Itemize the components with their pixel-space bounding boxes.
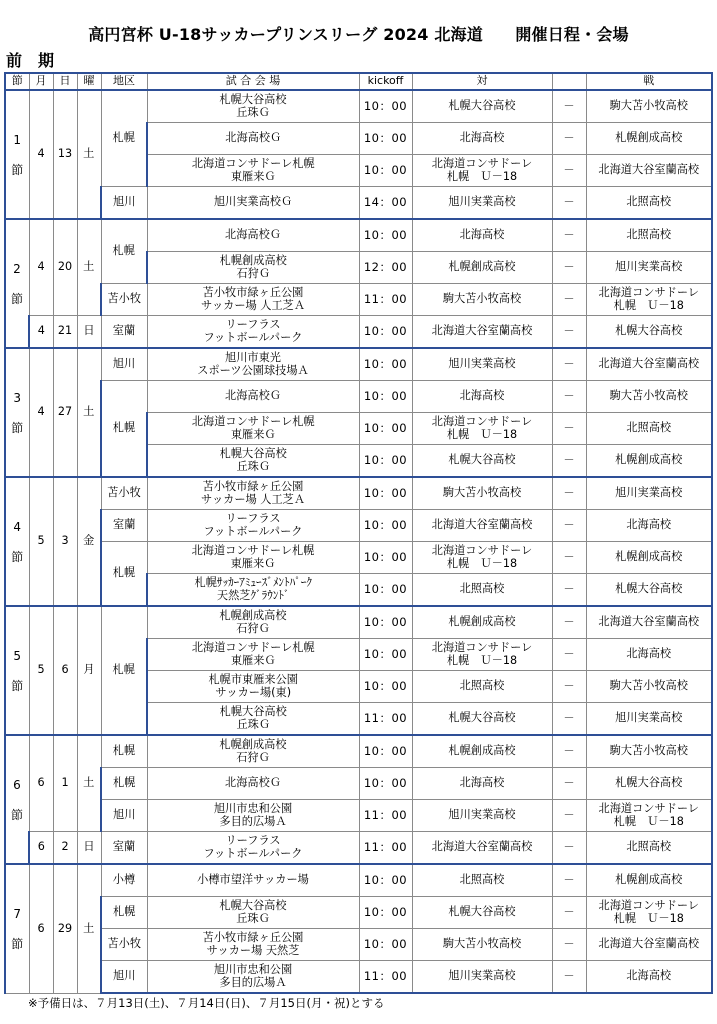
away-team: 札幌大谷高校 — [586, 316, 712, 349]
away-team: 旭川実業高校 — [586, 477, 712, 510]
header-row — [5, 73, 712, 90]
match-row — [5, 316, 712, 349]
vs-mark: － — [552, 864, 586, 897]
header-month: 月 — [29, 73, 53, 90]
away-team: 北海高校 — [586, 961, 712, 994]
vs-mark: － — [552, 445, 586, 478]
kickoff-cell: 10：00 — [359, 348, 412, 381]
home-team: 北海高校 — [412, 381, 552, 413]
area-cell: 札幌 — [101, 219, 147, 284]
home-team: 駒大苫小牧高校 — [412, 929, 552, 961]
away-team: 北照高校 — [586, 219, 712, 252]
home-team: 北海道コンサドーレ 札幌 Ｕ－18 — [412, 413, 552, 445]
vs-mark: － — [552, 671, 586, 703]
kickoff-cell: 10：00 — [359, 477, 412, 510]
home-team: 北海道大谷室蘭高校 — [412, 316, 552, 349]
away-team: 北海道大谷室蘭高校 — [586, 606, 712, 639]
header-section: 節 — [5, 73, 29, 90]
vs-mark: － — [552, 542, 586, 574]
vs-mark: － — [552, 348, 586, 381]
away-team: 札幌創成高校 — [586, 542, 712, 574]
kickoff-cell: 12：00 — [359, 252, 412, 284]
kickoff-cell: 10：00 — [359, 155, 412, 187]
venue-cell: 北海道コンサドーレ札幌 東雁来Ｇ — [147, 639, 359, 671]
kickoff-cell: 10：00 — [359, 897, 412, 929]
kickoff-cell: 10：00 — [359, 735, 412, 768]
area-cell: 札幌 — [101, 381, 147, 478]
vs-mark: － — [552, 316, 586, 349]
month-cell: 4 — [29, 348, 53, 477]
vs-mark: － — [552, 606, 586, 639]
venue-cell: 札幌創成高校 石狩Ｇ — [147, 735, 359, 768]
header-area: 地区 — [101, 73, 147, 90]
section-number: 4 節 — [5, 477, 29, 606]
area-cell: 旭川 — [101, 348, 147, 381]
match-row — [5, 606, 712, 639]
home-team: 札幌大谷高校 — [412, 90, 552, 123]
away-team: 札幌大谷高校 — [586, 768, 712, 800]
header-day: 日 — [53, 73, 77, 90]
kickoff-cell: 14：00 — [359, 187, 412, 220]
venue-cell: 札幌大谷高校 丘珠Ｇ — [147, 90, 359, 123]
section-number: 5 節 — [5, 606, 29, 735]
area-cell: 小樽 — [101, 864, 147, 897]
away-team: 旭川実業高校 — [586, 252, 712, 284]
match-row — [5, 477, 712, 510]
home-team: 札幌大谷高校 — [412, 445, 552, 478]
venue-cell: 札幌大谷高校 丘珠Ｇ — [147, 703, 359, 736]
weekday-cell: 土 — [77, 90, 101, 219]
area-cell: 室蘭 — [101, 316, 147, 349]
home-team: 札幌創成高校 — [412, 606, 552, 639]
area-cell: 旭川 — [101, 187, 147, 220]
section-number: 1 節 — [5, 90, 29, 219]
kickoff-cell: 10：00 — [359, 542, 412, 574]
kickoff-cell: 11：00 — [359, 800, 412, 832]
vs-mark: － — [552, 832, 586, 865]
away-team: 北海道大谷室蘭高校 — [586, 348, 712, 381]
match-row — [5, 90, 712, 123]
day-cell: 1 — [53, 735, 77, 832]
away-team: 駒大苫小牧高校 — [586, 671, 712, 703]
away-team: 北海道大谷室蘭高校 — [586, 929, 712, 961]
match-row — [5, 832, 712, 865]
venue-cell: 北海高校Ｇ — [147, 768, 359, 800]
page-title: 高円宮杯 U-18サッカープリンスリーグ 2024 北海道 開催日程・会場 — [88, 25, 629, 44]
vs-mark: － — [552, 929, 586, 961]
kickoff-cell: 10：00 — [359, 606, 412, 639]
vs-mark: － — [552, 252, 586, 284]
header-kickoff: kickoff — [359, 73, 412, 90]
match-row — [5, 929, 712, 961]
month-cell: 6 — [29, 864, 53, 993]
away-team: 札幌創成高校 — [586, 445, 712, 478]
vs-mark: － — [552, 800, 586, 832]
vs-mark: － — [552, 284, 586, 316]
venue-cell: 北海道コンサドーレ札幌 東雁来Ｇ — [147, 542, 359, 574]
vs-mark: － — [552, 510, 586, 542]
section-number: 3 節 — [5, 348, 29, 477]
match-row — [5, 800, 712, 832]
kickoff-cell: 10：00 — [359, 864, 412, 897]
area-cell: 旭川 — [101, 800, 147, 832]
home-team: 北照高校 — [412, 574, 552, 607]
away-team: 駒大苫小牧高校 — [586, 381, 712, 413]
match-row — [5, 897, 712, 929]
kickoff-cell: 10：00 — [359, 316, 412, 349]
schedule-table — [4, 72, 713, 994]
section-number: 7 節 — [5, 864, 29, 993]
day-cell: 13 — [53, 90, 77, 219]
area-cell: 苫小牧 — [101, 477, 147, 510]
area-cell: 室蘭 — [101, 832, 147, 865]
venue-cell: 札幌大谷高校 丘珠Ｇ — [147, 445, 359, 478]
venue-cell: 札幌市東雁来公園 サッカー場(東) — [147, 671, 359, 703]
away-team: 札幌大谷高校 — [586, 574, 712, 607]
area-cell: 札幌 — [101, 542, 147, 607]
header-venue: 試 合 会 場 — [147, 73, 359, 90]
month-cell: 6 — [29, 735, 53, 832]
home-team: 北海道大谷室蘭高校 — [412, 510, 552, 542]
kickoff-cell: 10：00 — [359, 671, 412, 703]
home-team: 北照高校 — [412, 864, 552, 897]
match-row — [5, 510, 712, 542]
month-cell: 5 — [29, 606, 53, 735]
venue-cell: 小樽市望洋サッカー場 — [147, 864, 359, 897]
footnote: ※予備日は、７月13日(土)、７月14日(日)、７月15日(月・祝)とする — [28, 996, 385, 1010]
home-team: 旭川実業高校 — [412, 348, 552, 381]
away-team: 北海道コンサドーレ 札幌 Ｕ－18 — [586, 897, 712, 929]
vs-mark: － — [552, 703, 586, 736]
vs-mark: － — [552, 574, 586, 607]
kickoff-cell: 10：00 — [359, 381, 412, 413]
kickoff-cell: 10：00 — [359, 639, 412, 671]
kickoff-cell: 11：00 — [359, 703, 412, 736]
vs-mark: － — [552, 768, 586, 800]
home-team: 北海道大谷室蘭高校 — [412, 832, 552, 865]
venue-cell: 北海道コンサドーレ札幌 東雁来Ｇ — [147, 413, 359, 445]
away-team: 北海道大谷室蘭高校 — [586, 155, 712, 187]
away-team: 北照高校 — [586, 187, 712, 220]
venue-cell: 札幌ｻｯｶｰｱﾐｭｰｽﾞﾒﾝﾄﾊﾟｰｸ 天然芝ｸﾞﾗｳﾝﾄﾞ — [147, 574, 359, 607]
home-team: 北照高校 — [412, 671, 552, 703]
kickoff-cell: 10：00 — [359, 445, 412, 478]
weekday-cell: 土 — [77, 348, 101, 477]
month-cell: 4 — [29, 219, 53, 316]
kickoff-cell: 10：00 — [359, 929, 412, 961]
home-team: 北海高校 — [412, 219, 552, 252]
kickoff-cell: 10：00 — [359, 768, 412, 800]
header-versus: 戦 — [586, 73, 712, 90]
venue-cell: リーフラス フットボールパーク — [147, 316, 359, 349]
vs-mark: － — [552, 639, 586, 671]
kickoff-cell: 10：00 — [359, 510, 412, 542]
home-team: 旭川実業高校 — [412, 800, 552, 832]
away-team: 札幌創成高校 — [586, 864, 712, 897]
day-cell: 29 — [53, 864, 77, 993]
match-row — [5, 381, 712, 413]
away-team: 北海高校 — [586, 510, 712, 542]
away-team: 北海高校 — [586, 639, 712, 671]
home-team: 北海道コンサドーレ 札幌 Ｕ－18 — [412, 155, 552, 187]
weekday-cell: 日 — [77, 316, 101, 349]
area-cell: 苫小牧 — [101, 929, 147, 961]
section-number: 2 節 — [5, 219, 29, 348]
match-row — [5, 542, 712, 574]
kickoff-cell: 11：00 — [359, 832, 412, 865]
venue-cell: 苫小牧市緑ヶ丘公園 サッカー場 人工芝Ａ — [147, 477, 359, 510]
home-team: 北海高校 — [412, 123, 552, 155]
period-label: 前 期 — [6, 51, 55, 70]
day-cell: 2 — [53, 832, 77, 865]
match-row — [5, 768, 712, 800]
header-match: 対 — [412, 73, 552, 90]
venue-cell: 北海高校Ｇ — [147, 123, 359, 155]
area-cell: 札幌 — [101, 768, 147, 800]
vs-mark: － — [552, 90, 586, 123]
venue-cell: 旭川市忠和公園 多目的広場Ａ — [147, 961, 359, 994]
home-team: 駒大苫小牧高校 — [412, 284, 552, 316]
vs-mark: － — [552, 413, 586, 445]
area-cell: 札幌 — [101, 606, 147, 735]
away-team: 旭川実業高校 — [586, 703, 712, 736]
away-team: 北海道コンサドーレ 札幌 Ｕ－18 — [586, 284, 712, 316]
vs-mark: － — [552, 381, 586, 413]
weekday-cell: 土 — [77, 219, 101, 316]
home-team: 札幌創成高校 — [412, 735, 552, 768]
kickoff-cell: 10：00 — [359, 413, 412, 445]
day-cell: 27 — [53, 348, 77, 477]
match-row — [5, 864, 712, 897]
vs-mark: － — [552, 735, 586, 768]
match-row — [5, 961, 712, 994]
month-cell: 6 — [29, 832, 53, 865]
kickoff-cell: 10：00 — [359, 574, 412, 607]
area-cell: 苫小牧 — [101, 284, 147, 316]
weekday-cell: 土 — [77, 864, 101, 993]
venue-cell: 苫小牧市緑ヶ丘公園 サッカー場 人工芝Ａ — [147, 284, 359, 316]
day-cell: 20 — [53, 219, 77, 316]
away-team: 札幌創成高校 — [586, 123, 712, 155]
home-team: 駒大苫小牧高校 — [412, 477, 552, 510]
area-cell: 旭川 — [101, 961, 147, 994]
venue-cell: リーフラス フットボールパーク — [147, 510, 359, 542]
kickoff-cell: 10：00 — [359, 123, 412, 155]
venue-cell: 旭川実業高校Ｇ — [147, 187, 359, 220]
away-team: 北海道コンサドーレ 札幌 Ｕ－18 — [586, 800, 712, 832]
area-cell: 札幌 — [101, 90, 147, 187]
match-row — [5, 284, 712, 316]
vs-mark: － — [552, 961, 586, 994]
match-row — [5, 735, 712, 768]
match-row — [5, 187, 712, 220]
vs-mark: － — [552, 219, 586, 252]
match-row — [5, 219, 712, 252]
home-team: 札幌大谷高校 — [412, 703, 552, 736]
home-team: 北海高校 — [412, 768, 552, 800]
home-team: 旭川実業高校 — [412, 187, 552, 220]
weekday-cell: 土 — [77, 735, 101, 832]
venue-cell: 北海高校Ｇ — [147, 381, 359, 413]
home-team: 北海道コンサドーレ 札幌 Ｕ－18 — [412, 542, 552, 574]
month-cell: 4 — [29, 316, 53, 349]
kickoff-cell: 10：00 — [359, 219, 412, 252]
home-team: 北海道コンサドーレ 札幌 Ｕ－18 — [412, 639, 552, 671]
away-team: 駒大苫小牧高校 — [586, 735, 712, 768]
kickoff-cell: 11：00 — [359, 961, 412, 994]
venue-cell: 旭川市忠和公園 多目的広場Ａ — [147, 800, 359, 832]
home-team: 札幌創成高校 — [412, 252, 552, 284]
area-cell: 札幌 — [101, 735, 147, 768]
kickoff-cell: 10：00 — [359, 90, 412, 123]
section-number: 6 節 — [5, 735, 29, 864]
match-row — [5, 348, 712, 381]
weekday-cell: 月 — [77, 606, 101, 735]
day-cell: 21 — [53, 316, 77, 349]
home-team: 旭川実業高校 — [412, 961, 552, 994]
venue-cell: 札幌創成高校 石狩Ｇ — [147, 606, 359, 639]
header-match-spacer — [552, 73, 586, 90]
vs-mark: － — [552, 123, 586, 155]
header-weekday: 曜 — [77, 73, 101, 90]
area-cell: 室蘭 — [101, 510, 147, 542]
away-team: 北照高校 — [586, 413, 712, 445]
venue-cell: 旭川市東光 スポーツ公園球技場Ａ — [147, 348, 359, 381]
venue-cell: 北海高校Ｇ — [147, 219, 359, 252]
month-cell: 4 — [29, 90, 53, 219]
day-cell: 3 — [53, 477, 77, 606]
weekday-cell: 金 — [77, 477, 101, 606]
venue-cell: 札幌創成高校 石狩Ｇ — [147, 252, 359, 284]
area-cell: 札幌 — [101, 897, 147, 929]
away-team: 北照高校 — [586, 832, 712, 865]
away-team: 駒大苫小牧高校 — [586, 90, 712, 123]
venue-cell: 苫小牧市緑ヶ丘公園 サッカー場 天然芝 — [147, 929, 359, 961]
vs-mark: － — [552, 155, 586, 187]
venue-cell: リーフラス フットボールパーク — [147, 832, 359, 865]
home-team: 札幌大谷高校 — [412, 897, 552, 929]
venue-cell: 北海道コンサドーレ札幌 東雁来Ｇ — [147, 155, 359, 187]
month-cell: 5 — [29, 477, 53, 606]
vs-mark: － — [552, 187, 586, 220]
weekday-cell: 日 — [77, 832, 101, 865]
vs-mark: － — [552, 477, 586, 510]
day-cell: 6 — [53, 606, 77, 735]
venue-cell: 札幌大谷高校 丘珠Ｇ — [147, 897, 359, 929]
vs-mark: － — [552, 897, 586, 929]
kickoff-cell: 11：00 — [359, 284, 412, 316]
